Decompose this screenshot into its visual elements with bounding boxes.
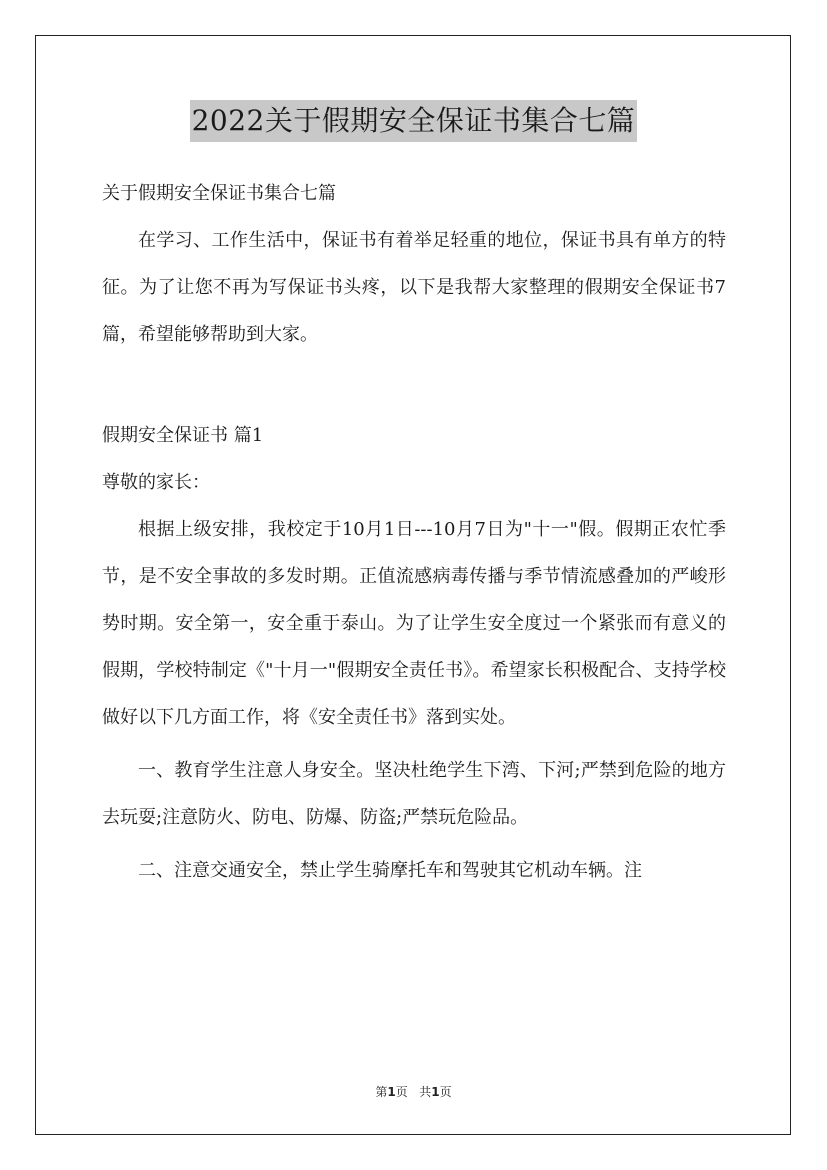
document-body — [102, 170, 726, 894]
footer-total-suffix: 页 — [439, 1085, 452, 1099]
salutation: 尊敬的家长： — [102, 472, 210, 493]
footer-page-suffix: 页 — [395, 1085, 408, 1099]
title-wrap — [0, 100, 827, 142]
body-paragraph-2: 一、教育学生注意人身安全。坚决杜绝学生下湾、下河;严禁到危险的地方去玩耍;注意防火、防电、防爆、防盗;严禁玩危险品。 — [102, 760, 726, 828]
section-heading: 假期安全保证书 篇1 — [102, 425, 264, 446]
page-footer — [0, 1083, 827, 1100]
footer-total-number: 1 — [431, 1085, 440, 1099]
body-paragraph-3: 二、注意交通安全，禁止学生骑摩托车和驾驶其它机动车辆。注 — [138, 860, 642, 881]
body-paragraph-1: 根据上级安排，我校定于10月1日---10月7日为"十一"假。假期正农忙季节，是不安全事故的多发时期。正值流感病毒传播与季节情流感叠加的严峻形势时期。安全第一，安全重于泰山。为了让学生安全度过一个紧张而有意义的假期，学校特制定《"十月一"假期安全责任书》。希望家长积极配合、支持学校做好以下几方面工作，将《安全责任书》落到实处。 — [102, 519, 726, 728]
document-subtitle: 关于假期安全保证书集合七篇 — [102, 183, 336, 204]
footer-page-prefix: 第 — [375, 1085, 388, 1099]
footer-page-number: 1 — [387, 1085, 396, 1099]
footer-total-prefix: 共 — [419, 1085, 432, 1099]
document-title: 2022关于假期安全保证书集合七篇 — [190, 100, 638, 142]
intro-paragraph: 在学习、工作生活中，保证书有着举足轻重的地位，保证书具有单方的特征。为了让您不再为写保证书头疼，以下是我帮大家整理的假期安全保证书7篇，希望能够帮助到大家。 — [102, 230, 726, 345]
